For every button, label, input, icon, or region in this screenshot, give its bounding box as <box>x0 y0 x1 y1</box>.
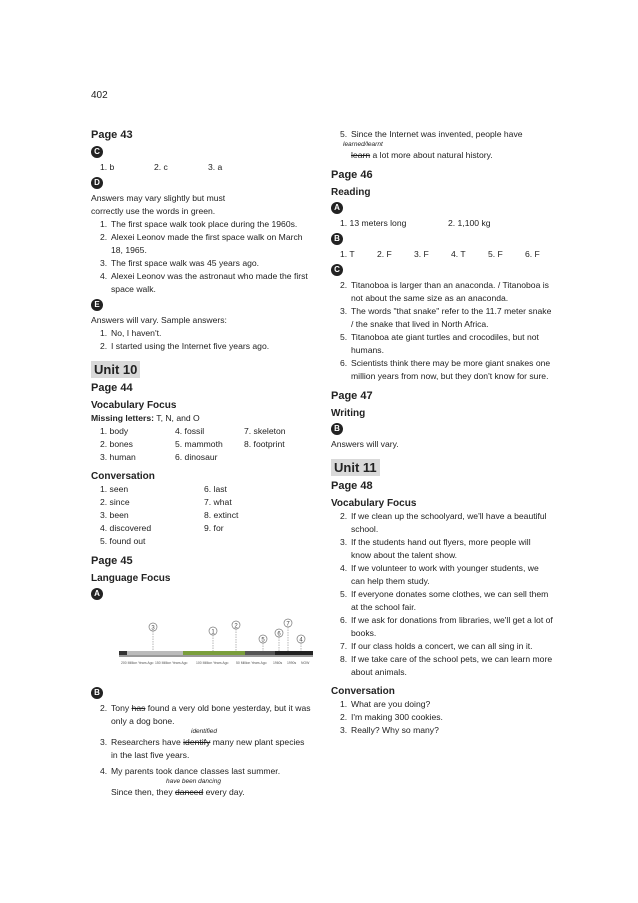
list-item: 3. The first space walk was 45 years ago. <box>100 258 260 268</box>
list-item: 5. Since the Internet was invented, people have <box>340 129 523 139</box>
timeline-label: NOW <box>301 661 310 665</box>
vocab-answers: 1. body 4. fossil 7. skeleton 2. bones 5. mammoth 8. footprint 3. human 6. dinosaur <box>100 426 286 462</box>
list-item: 1. What are you doing? <box>340 699 431 709</box>
continued-list <box>331 128 553 141</box>
section-c-list <box>331 279 553 383</box>
section-c-answers <box>91 161 313 174</box>
struck-word: learn <box>351 150 371 160</box>
list-item-cont: learn a lot more about natural history. <box>351 150 493 160</box>
list-item: 4. My parents took dance classes last summer. <box>100 766 281 776</box>
list-item: 1. The first space walk took place during the 1960s. <box>100 219 298 229</box>
timeline-label: 1960s <box>273 661 283 665</box>
section-b-badge: B <box>331 233 343 245</box>
list-item: 3. The words "that snake" refer to the 11.7 meter snake / the snake that lived in North Africa. <box>340 306 552 329</box>
list-item: 2. I started using the Internet five years ago. <box>100 341 270 351</box>
section-e-badge: E <box>91 299 103 311</box>
section-b-list-cont <box>91 736 313 778</box>
list-item: 2. Titanoboa is larger than an anaconda. / Titanoboa is not about the same size as an anaconda. <box>340 280 549 303</box>
reading-heading: Reading <box>331 187 371 198</box>
answer: 3. a <box>208 162 223 172</box>
list-item: 1. No, I haven't. <box>100 328 162 338</box>
page-number: 402 <box>91 90 108 101</box>
struck-word: has <box>131 703 146 713</box>
timeline-label: 150 Million Years Ago <box>155 661 188 665</box>
timeline-marker: 6 <box>277 631 281 638</box>
timeline-figure <box>91 607 313 677</box>
list-item: 5. Titanoboa ate giant turtles and crocodiles, but not humans. <box>340 332 539 355</box>
vocabulary-focus-heading: Vocabulary Focus <box>91 400 177 411</box>
list-item: 6. If we ask for donations from libraries, we'll get a lot of books. <box>340 615 553 638</box>
section-b-badge: B <box>91 687 103 699</box>
timeline-bar-end <box>275 651 313 655</box>
answer: 2. c <box>154 162 168 172</box>
section-b-text: Answers will vary. <box>331 439 399 449</box>
struck-word: danced <box>175 787 204 797</box>
left-column <box>91 128 313 799</box>
correction-note: identified <box>191 728 218 735</box>
struck-word: identify <box>183 737 211 747</box>
list-item: 2. Alexei Leonov made the first space walk on March 18, 1965. <box>100 232 303 255</box>
page-43-heading: Page 43 <box>91 129 133 141</box>
timeline-marker: 2 <box>234 623 238 630</box>
page-44-heading: Page 44 <box>91 382 133 394</box>
right-column <box>331 128 553 737</box>
timeline-label: 1990s <box>287 661 297 665</box>
timeline-marker: 5 <box>261 637 265 644</box>
conversation-heading: Conversation <box>331 686 395 697</box>
list-item: 8. If we take care of the school pets, we can learn more about animals. <box>340 654 553 677</box>
section-d-intro: Answers may vary slightly but must <box>91 193 226 203</box>
section-a-badge: A <box>91 588 103 600</box>
list-item: 6. Scientists think there may be more giant snakes one million years from now, but they don't know for sure. <box>340 358 551 381</box>
writing-heading: Writing <box>331 408 366 419</box>
conversation-list <box>331 698 553 737</box>
section-c-badge: C <box>331 264 343 276</box>
list-item: 2. Tony has found a very old bone yesterday, but it was only a dog bone. <box>100 703 311 726</box>
section-c-badge: C <box>91 146 103 158</box>
page-45-heading: Page 45 <box>91 555 133 567</box>
timeline-bar-green <box>183 651 245 655</box>
conversation-heading: Conversation <box>91 471 155 482</box>
list-item: 2. I'm making 300 cookies. <box>340 712 443 722</box>
list-item: 4. If we volunteer to work with younger students, we can help them study. <box>340 563 539 586</box>
correction-note: have been dancing <box>166 778 221 785</box>
section-e-list <box>91 327 313 353</box>
section-b-list <box>91 702 313 728</box>
timeline-marker: 3 <box>151 625 155 632</box>
language-focus-heading: Language Focus <box>91 573 171 584</box>
timeline-bar-dark <box>245 651 275 655</box>
section-b-answers: 1. T 2. F 3. F 4. T 5. F 6. F <box>340 249 540 259</box>
answer: 1. b <box>100 162 115 172</box>
timeline-marker: 1 <box>211 629 215 636</box>
page-48-heading: Page 48 <box>331 480 373 492</box>
timeline-bar-grey <box>127 651 183 655</box>
list-item: 3. Really? Why so many? <box>340 725 439 735</box>
timeline-marker: 4 <box>299 637 303 644</box>
section-d-list <box>91 218 313 296</box>
vocab-list <box>331 510 553 679</box>
list-item: 3. Researchers have identify many new plant species in the last five years. <box>100 737 305 760</box>
list-item: 2. If we clean up the schoolyard, we'll have a beautiful school. <box>340 511 547 534</box>
vocabulary-focus-heading: Vocabulary Focus <box>331 498 417 509</box>
section-a-badge: A <box>331 202 343 214</box>
page-47-heading: Page 47 <box>331 390 373 402</box>
timeline-marker: 7 <box>286 621 290 628</box>
section-d-intro: correctly use the words in green. <box>91 206 216 216</box>
unit-11-heading: Unit 11 <box>331 459 380 476</box>
timeline-bar-start <box>119 651 127 655</box>
list-item: 4. Alexei Leonov was the astronaut who made the first space walk. <box>100 271 308 294</box>
conversation-answers: 1. seen 6. last 2. since 7. what 3. been 8. extinct 4. discovered 9. for 5. found out <box>100 484 239 546</box>
section-a-answers: 1. 13 meters long 2. 1,100 kg <box>340 218 491 228</box>
list-item: 5. If everyone donates some clothes, we can sell them at the school fair. <box>340 589 549 612</box>
page-46-heading: Page 46 <box>331 169 373 181</box>
list-item: 3. If the students hand out flyers, more people will know about the talent show. <box>340 537 531 560</box>
timeline-label: 200 Million Years Ago <box>121 661 154 665</box>
section-b-badge: B <box>331 423 343 435</box>
section-d-badge: D <box>91 177 103 189</box>
section-e-intro: Answers will vary. Sample answers: <box>91 315 227 325</box>
missing-letters: Missing letters: T, N, and O <box>91 413 200 423</box>
timeline-label: 50 Million Years Ago <box>236 661 267 665</box>
correction-note: learned/learnt <box>343 141 383 148</box>
unit-10-heading: Unit 10 <box>91 361 140 378</box>
list-item: 7. If our class holds a concert, we can all sing in it. <box>340 641 533 651</box>
timeline-axis <box>119 655 313 657</box>
timeline-label: 100 Million Years Ago <box>196 661 229 665</box>
list-item-cont: Since then, they danced every day. <box>111 787 245 797</box>
